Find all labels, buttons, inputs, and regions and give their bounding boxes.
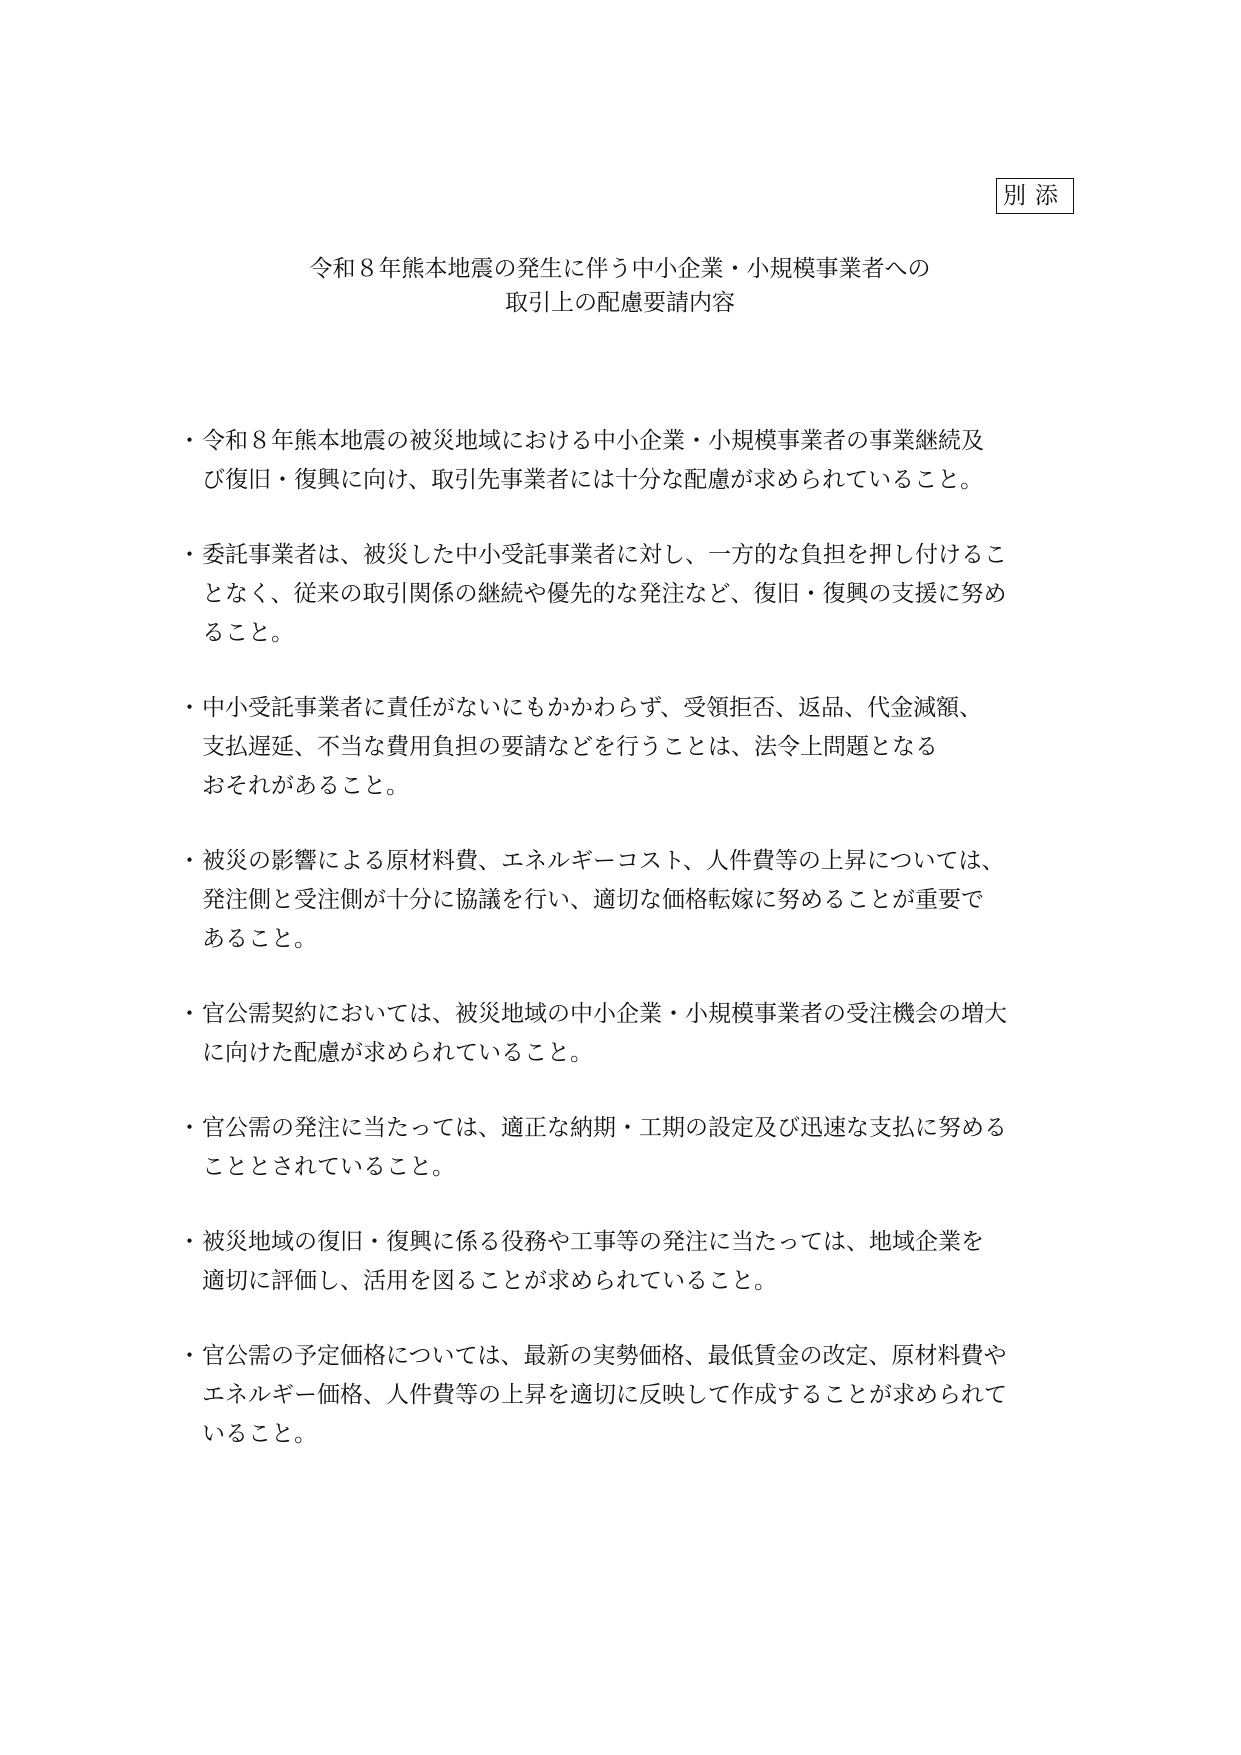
bullet-mark: ・ <box>178 848 201 874</box>
item-text-line: エネルギー価格、人件費等の上昇を適切に反映して作成することが求められて <box>202 1382 1007 1408</box>
bullet-mark: ・ <box>178 1343 201 1369</box>
item-text-line: 適切に評価し、活用を図ることが求められていること。 <box>202 1268 777 1294</box>
bullet-mark: ・ <box>178 695 201 721</box>
list-item <box>178 995 1058 1073</box>
list-item <box>178 1337 1058 1454</box>
document-title <box>120 252 1120 320</box>
item-text-line: いること。 <box>202 1421 317 1447</box>
item-text-line: 支払遅延、不当な費用負担の要請などを行うことは、法令上問題となる <box>202 734 938 760</box>
request-items-list <box>178 422 1058 1490</box>
list-item <box>178 422 1058 500</box>
item-text-line: ること。 <box>202 620 294 646</box>
item-text-line: 被災の影響による原材料費、エネルギーコスト、人件費等の上昇については、 <box>202 848 1005 874</box>
item-text-line: となく、従来の取引関係の継続や優先的な発注など、復旧・復興の支援に努め <box>202 581 1007 607</box>
item-text-line: こととされていること。 <box>202 1154 455 1180</box>
title-line-1: 令和８年熊本地震の発生に伴う中小企業・小規模事業者への <box>309 256 931 282</box>
item-text-line: あること。 <box>202 926 317 952</box>
item-text-line: 官公需契約においては、被災地域の中小企業・小規模事業者の受注機会の増大 <box>202 1001 1007 1027</box>
list-item <box>178 842 1058 959</box>
list-item <box>178 536 1058 653</box>
attachment-label: 別添 <box>996 178 1074 214</box>
bullet-mark: ・ <box>178 1001 201 1027</box>
item-text-line: 被災地域の復旧・復興に係る役務や工事等の発注に当たっては、地域企業を <box>202 1229 984 1255</box>
item-text-line: 令和８年熊本地震の被災地域における中小企業・小規模事業者の事業継続及 <box>202 428 984 454</box>
list-item <box>178 689 1058 806</box>
item-text-line: び復旧・復興に向け、取引先事業者には十分な配慮が求められていること。 <box>202 467 984 493</box>
item-text-line: おそれがあること。 <box>202 773 409 799</box>
item-text-line: 官公需の発注に当たっては、適正な納期・工期の設定及び迅速な支払に努める <box>202 1115 1007 1141</box>
bullet-mark: ・ <box>178 428 201 454</box>
title-line-2: 取引上の配慮要請内容 <box>505 290 735 316</box>
item-text-line: 中小受託事業者に責任がないにもかかわらず、受領拒否、返品、代金減額、 <box>202 695 983 721</box>
list-item <box>178 1223 1058 1301</box>
item-text-line: 官公需の予定価格については、最新の実勢価格、最低賃金の改定、原材料費や <box>202 1343 1007 1369</box>
item-text-line: 発注側と受注側が十分に協議を行い、適切な価格転嫁に努めることが重要で <box>202 887 984 913</box>
list-item <box>178 1109 1058 1187</box>
bullet-mark: ・ <box>178 1115 201 1141</box>
bullet-mark: ・ <box>178 542 201 568</box>
item-text-line: に向けた配慮が求められていること。 <box>202 1040 593 1066</box>
item-text-line: 委託事業者は、被災した中小受託事業者に対し、一方的な負担を押し付けるこ <box>202 542 1007 568</box>
bullet-mark: ・ <box>178 1229 201 1255</box>
